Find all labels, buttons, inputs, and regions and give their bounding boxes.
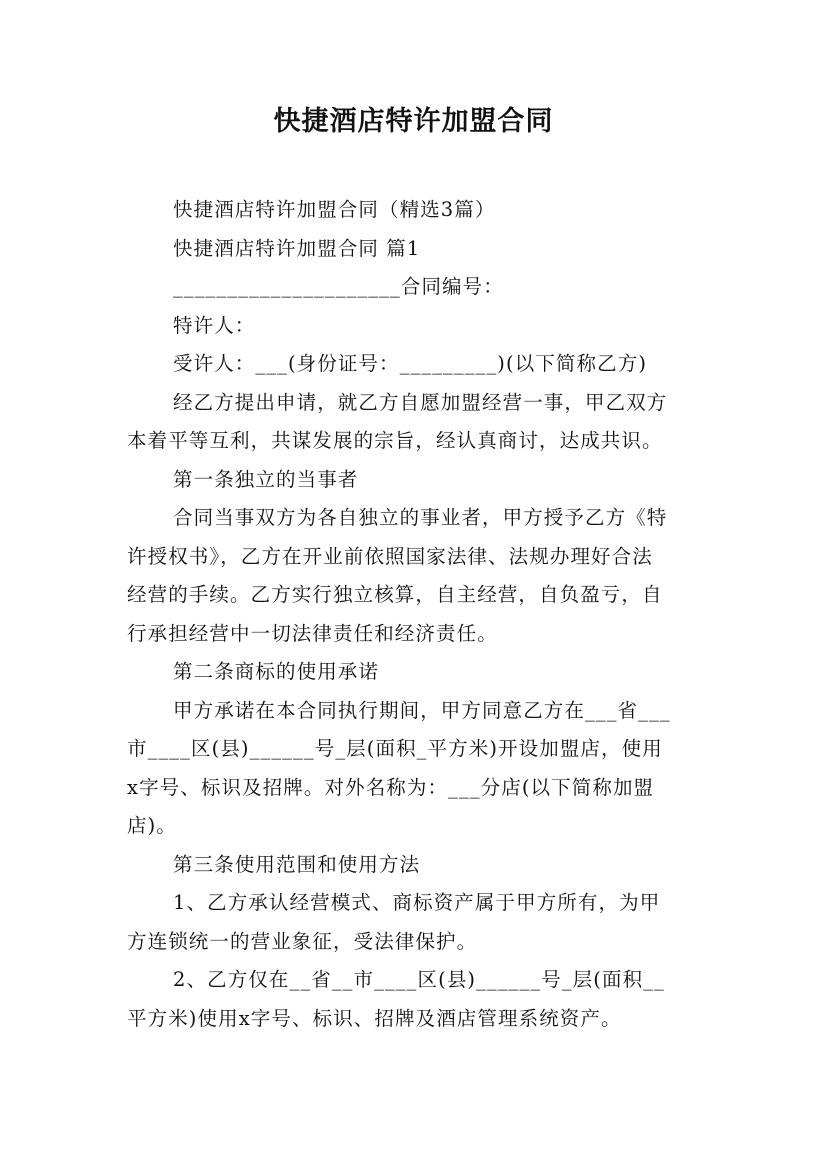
paragraph-line: 许授权书》，乙方在开业前依照国家法律、法规办理好合法 <box>127 544 653 568</box>
paragraph-line: 市____区(县)______号_层(面积_平方米)开设加盟店，使用 <box>127 737 663 760</box>
contract-number-line: _____________________合同编号： <box>173 275 504 298</box>
article-heading: 第一条独立的当事者 <box>173 467 359 491</box>
paragraph-line: 经营的手续。乙方实行独立核算，自主经营，自负盈亏，自 <box>127 583 663 606</box>
paragraph-line: 合同当事双方为各自独立的事业者，甲方授予乙方《特 <box>173 506 668 529</box>
document-title: 快捷酒店特许加盟合同 <box>273 106 554 137</box>
paragraph-line: 平方米)使用x字号、标识、招牌及酒店管理系统资产。 <box>127 1006 622 1030</box>
paragraph-line: 本着平等互利，共谋发展的宗旨，经认真商讨，达成共识。 <box>127 429 663 452</box>
document-body <box>127 191 707 1038</box>
licensee-line: 受许人：___(身份证号：_________)(以下简称乙方) <box>173 352 648 375</box>
paragraph-line: 2、乙方仅在__省__市____区(县)______号_层(面积__ <box>173 968 665 991</box>
subtitle-line: 快捷酒店特许加盟合同（精选3篇） <box>173 198 496 221</box>
paragraph-line: 经乙方提出申请，就乙方自愿加盟经营一事，甲乙双方 <box>173 390 668 414</box>
section-title: 快捷酒店特许加盟合同 篇1 <box>173 236 421 260</box>
paragraph-line: 行承担经营中一切法律责任和经济责任。 <box>127 621 498 645</box>
article-heading: 第二条商标的使用承诺 <box>173 660 380 683</box>
licensor-line: 特许人： <box>173 313 256 337</box>
paragraph-line: 店)。 <box>127 814 177 837</box>
paragraph-line: x字号、标识及招牌。对外名称为：___分店(以下简称加盟 <box>127 775 655 799</box>
paragraph-line: 1、乙方承认经营模式、商标资产属于甲方所有，为甲 <box>173 891 661 914</box>
article-heading: 第三条使用范围和使用方法 <box>173 852 421 876</box>
paragraph-line: 甲方承诺在本合同执行期间，甲方同意乙方在___省___ <box>173 698 671 722</box>
paragraph-line: 方连锁统一的营业象征，受法律保护。 <box>127 929 478 953</box>
